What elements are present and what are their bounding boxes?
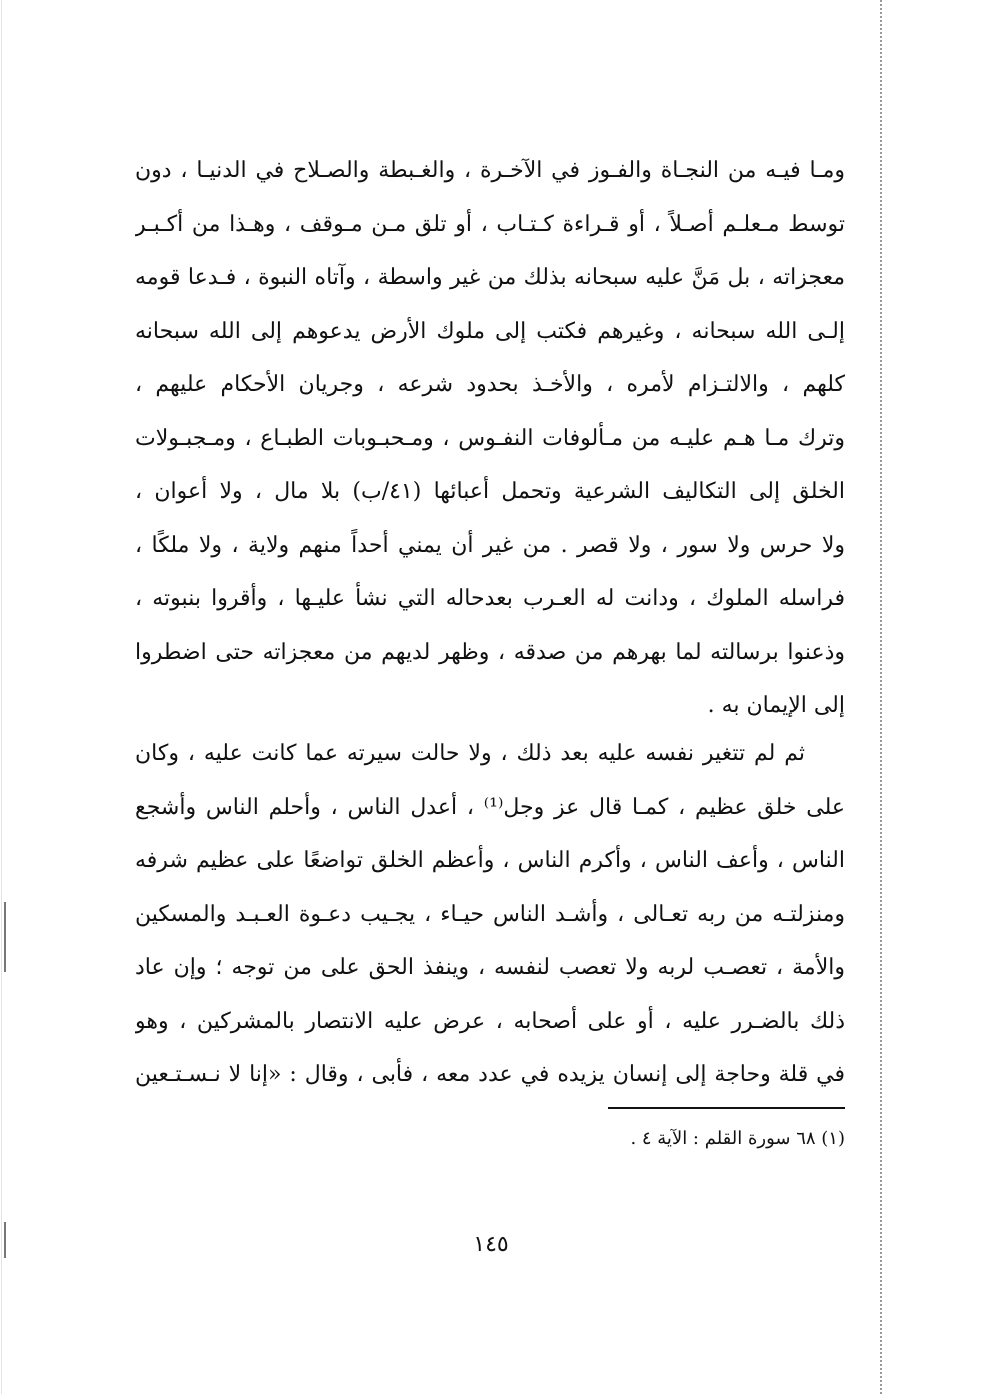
text-line: والأمة ، تعصـب لربه ولا تعصب لنفسه ، وينفذ الحق على من توجه ؛ وإن عاد	[135, 955, 845, 980]
text-line: إلى الإيمان به .	[707, 693, 845, 718]
text-line: فراسله الملوك ، ودانت له العـرب بعدحاله التي نشأ عليـها ، وأقروا بنبوته ،	[135, 586, 845, 611]
text-line: ولا حرس ولا سور ، ولا قصر . من غير أن يمني أحداً منهم ولاية ، ولا ملكًا ،	[135, 532, 845, 558]
text-line: ثم لم تتغير نفسه عليه بعد ذلك ، ولا حالت سيرته عما كانت عليه ، وكان	[135, 741, 805, 766]
footnote: (١) ٦٨ سورة القلم : الآية ٤ .	[630, 1128, 845, 1149]
text-line: إلـى الله سبحانه ، وغيرهم فكتب إلى ملوك الأرض يدعوهم إلى الله سبحانه	[135, 318, 845, 344]
footnote-separator	[608, 1107, 845, 1109]
text-line: على خلق عظيم ، كمـا قال عز وجل⁽¹⁾ ، أعدل الناس ، وأحلم الناس وأشجع	[135, 794, 845, 820]
page-number: ١٤٥	[473, 1232, 509, 1257]
text-line: وترك مـا هـم عليـه من مـألوفات النفـوس ، ومـحبـوبات الطبـاع ، ومـجبـولات	[135, 425, 845, 451]
text-line: الخلق إلى التكاليف الشرعية وتحمل أعبائها (٤١/ب) بلا مال ، ولا أعوان ،	[135, 479, 845, 504]
page-fold-line	[880, 0, 882, 1394]
scan-edge	[1, 0, 2, 1394]
text-line: توسط مـعلـم أصـلاً ، أو قـراءة كـتـاب ، أو تلق مـن مـوقف ، وهـذا من أكـبـر	[135, 211, 845, 237]
text-line: الناس ، وأعف الناس ، وأكرم الناس ، وأعظم الخلق تواضعًا على عظيم شرفه	[135, 848, 845, 873]
text-line: في قلة وحاجة إلى إنسان يزيده في عدد معه ، فأبى ، وقال : «إنا لا نـسـتـعين	[135, 1062, 845, 1087]
text-line: ومـا فيـه من النجـاة والفـوز في الآخـرة ، والغـبطة والصـلاح في الدنيـا ، دون	[135, 158, 845, 183]
paragraph-1	[135, 144, 845, 733]
scan-mark	[4, 902, 6, 972]
text-line: معجزاته ، بل مَنَّ عليه سبحانه بذلك من غير واسطة ، وآتاه النبوة ، فـدعا قومه	[135, 265, 845, 290]
text-line: ذلك بالضـرر عليه ، أو على أصحابه ، عرض عليه الانتصار بالمشركين ، وهو	[135, 1008, 845, 1034]
text-line: كلهم ، والالتـزام لأمره ، والأخـذ بحدود شرعه ، وجريان الأحكام عليهم ،	[135, 372, 845, 397]
text-line: وذعنوا برسالته لما بهرهم من صدقه ، وظهر لديهم من معجزاته حتى اضطروا	[135, 639, 845, 665]
paragraph-2	[135, 727, 845, 1102]
text-line: ومنزلتـه من ربه تعـالى ، وأشـد الناس حيـاء ، يجـيب دعـوة العـبـد والمسكين	[135, 901, 845, 927]
